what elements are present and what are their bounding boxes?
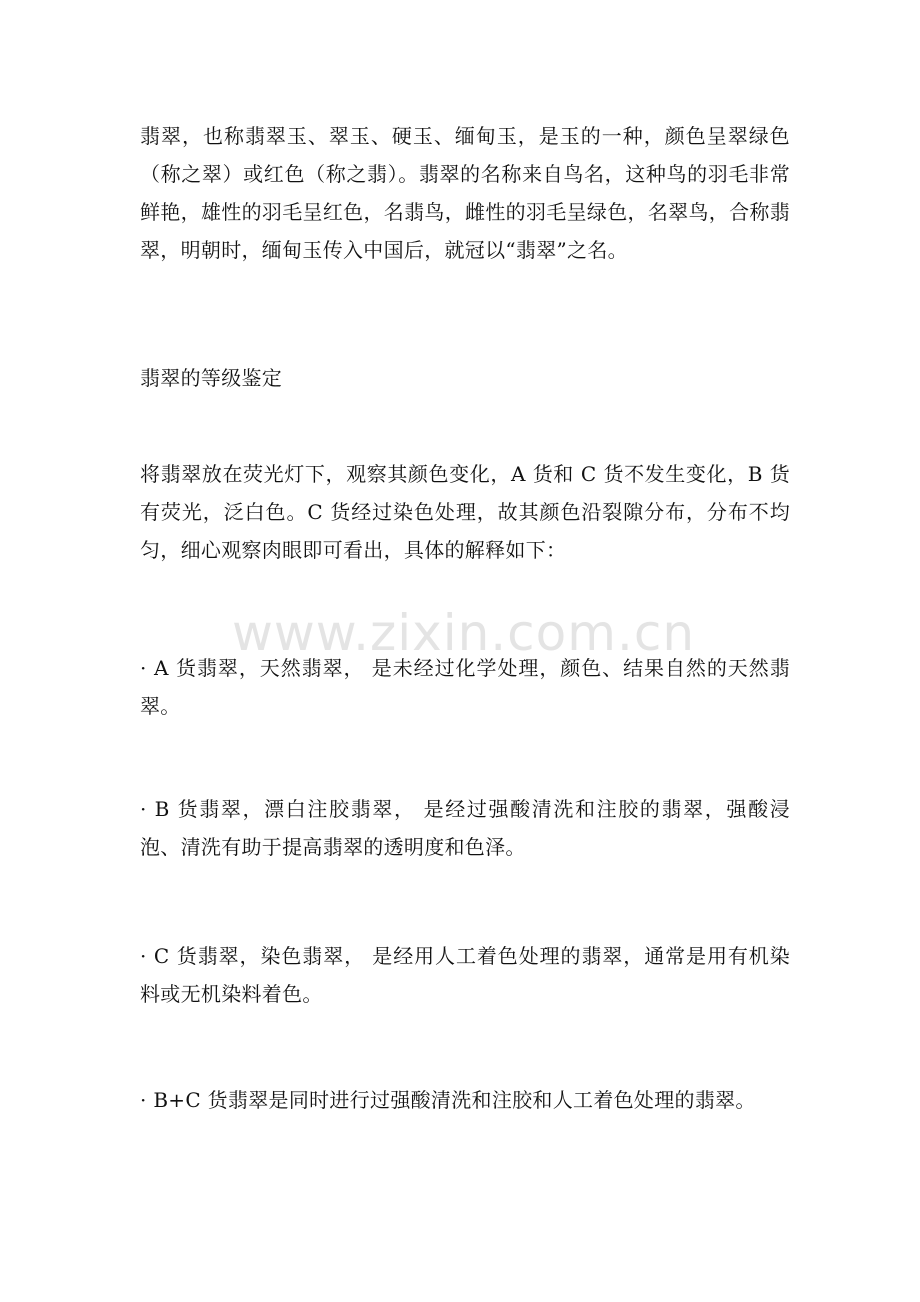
list-item-bc-grade: · B+C 货翡翠是同时进行过强酸清洗和注胶和人工着色处理的翡翠。 [140, 1088, 756, 1112]
method-paragraph: 将翡翠放在荧光灯下，观察其颜色变化，A 货和 C 货不发生变化，B 货有荧光，泛白色。C 货经过染色处理，故其颜色沿裂隙分布，分布不均匀，细心观察肉眼即可看出，具体的解释如下： [140, 462, 790, 562]
list-item-c-grade: · C 货翡翠，染色翡翠， 是经用人工着色处理的翡翠，通常是用有机染料或无机染料着色。 [140, 944, 790, 1006]
list-item-b-grade: · B 货翡翠，漂白注胶翡翠， 是经过强酸清洗和注胶的翡翠，强酸浸泡、清洗有助于提高翡翠的透明度和色泽。 [140, 797, 790, 859]
watermark: www.zixin.com.cn [232, 604, 696, 662]
section-title: 翡翠的等级鉴定 [140, 366, 283, 390]
intro-paragraph: 翡翠，也称翡翠玉、翠玉、硬玉、缅甸玉，是玉的一种，颜色呈翠绿色（称之翠）或红色（称之翡）。翡翠的名称来自鸟名，这种鸟的羽毛非常鲜艳，雄性的羽毛呈红色，名翡鸟，雌性的羽毛呈绿色，名翠鸟，合称翡翠，明朝时，缅甸玉传入中国后，就冠以“翡翠”之名。 [140, 124, 790, 262]
list-item-a-grade: · A 货翡翠，天然翡翠， 是未经过化学处理，颜色、结果自然的天然翡翠。 [140, 656, 790, 718]
